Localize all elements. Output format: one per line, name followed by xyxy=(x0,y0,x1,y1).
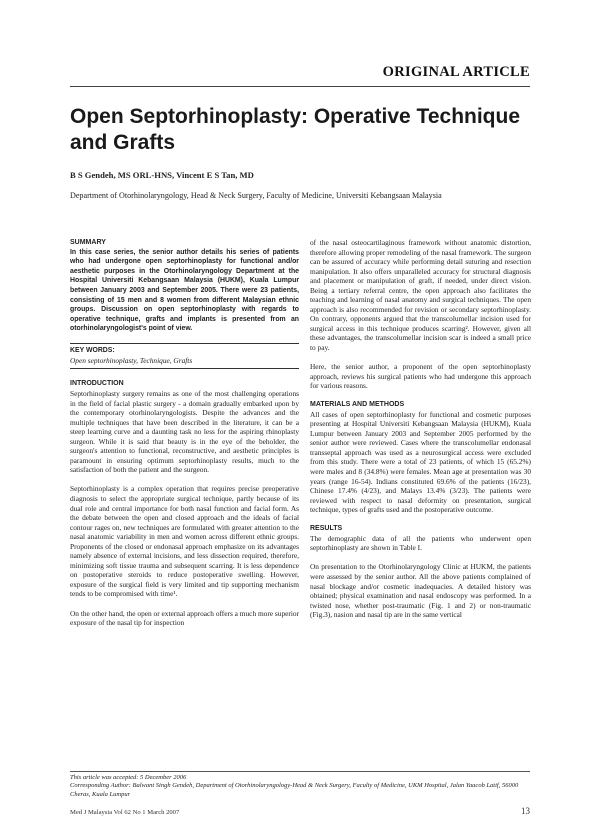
author-list: B S Gendeh, MS ORL-HNS, Vincent E S Tan, MD xyxy=(70,170,254,180)
journal-citation: Med J Malaysia Vol 62 No 1 March 2007 xyxy=(70,809,180,816)
right-paragraph-1: of the nasal osteocartilaginous framework without anatomic distortion, therefore allowing proper remodeling of the nasal framework. The surgeon can be assured of accuracy while performing detail suturing and resection manipulation. It also offers unparalleled accuracy for structural diagnosis and placement or manipulation of graft, if needed, under direct vision. Being a tertiary referral centre, the open approach also facilitates the teaching and learning of nasal anatomy and surgical techniques. The open approach is also recommended for revision or secondary septorhinoplasty. On contrary, opponents argued that the transcolumellar incision used for surgical access in this technique produces scarring². However, given all these advantages, the transcolumellar incision scar is indeed a small price to pay. xyxy=(310,238,531,353)
introduction-paragraph-2: Septorhinoplasty is a complex operation that requires precise preoperative diagnosis to select the appropriate surgical technique, partly because of its dual role and central importance for both nasal function and facial form. As the debate between the open and closed approach and the ideals of facial contour rages on, new techniques are formulated with greater attention to the nasal anatomic variability in men and women across different ethnic groups. Proponents of the closed or endonasal approach emphasize on its advantages namely absence of external incisions, and less dissection required, therefore, minimizing soft tissue trauma and subsequent scarring. It is less dependence on postoperative steroids to reduce postoperative swelling. However, exposure of the surgical field is very limited and tip supporting mechanism tends to be compromised with time¹. xyxy=(70,484,299,599)
article-title: Open Septorhinoplasty: Operative Technique and Grafts xyxy=(70,105,521,154)
results-paragraph-1: The demographic data of all the patients who underwent open septorhinoplasty are shown in Table I. xyxy=(310,533,531,553)
introduction-paragraph-3: On the other hand, the open or external approach offers a much more superior exposure of the nasal tip for inspection xyxy=(70,608,299,628)
summary-text: In this case series, the senior author details his series of patients who had undergone open septorhinoplasty for functional and/or aesthetic purposes in the Otorhinolaryngology Department at the Hospital Universiti Kebangsaan Malaysia (HUKM), Kuala Lumpur between January 2003 and September 2005. There were 23 patients, consisting of 15 men and 8 women from different Malaysian ethnic groups. Discussion on open septorhinoplasty with regards to operative technique, grafts and implants is presented from an otorhinolaryngologist's point of view. xyxy=(70,248,299,333)
methods-heading: MATERIALS AND METHODS xyxy=(310,401,405,409)
right-paragraph-2: Here, the senior author, a proponent of the open septorhinoplasty approach, reviews his surgical patients who had undergone this approach for various reasons. xyxy=(310,362,531,391)
footnotes xyxy=(70,771,530,799)
keywords-heading: KEY WORDS: xyxy=(70,347,115,355)
page-number: 13 xyxy=(521,806,530,816)
accepted-note: This article was accepted: 5 December 2006 xyxy=(70,774,187,781)
keywords-text: Open septorhinoplasty, Technique, Grafts xyxy=(70,355,193,365)
author-affiliation: Department of Otorhinolaryngology, Head & Neck Surgery, Faculty of Medicine, Universiti Kebangsaan Malaysia xyxy=(70,191,442,200)
keywords-box xyxy=(70,343,299,369)
corresponding-author-note: Corresponding Author: Balwant Singh Gendeh, Department of Otorhinolaryngology-Head & Neck Surgery, Faculty of Medicine, UKM Hospital, Jalan Yaacob Latif, 56000 Cheras, Kuala Lumpur xyxy=(70,782,519,798)
methods-text: All cases of open septorhinoplasty for functional and cosmetic purposes presenting at Hospital Universiti Kebangsaan Malaysia (HUKM), Kuala Lumpur between January 2003 and September 2005 performed by the senior author were reviewed. Cases where the transcolumellar endonasal transseptal approach was used as a neurosurgical access were excluded from this study. There were a total of 23 patients, of which 15 (65.2%) were males and 8 (34.8%) were females. Mean age at presentation was 30 years (range 16-54). Indians constituted 69.6% of the patients (16/23), Chinese 17.4% (4/23), and Malays 13.4% (3/23). The patients were reviewed with respect to nasal deformity on presentation, surgical technique, types of grafts used and the postoperative outcome. xyxy=(310,409,531,515)
introduction-heading: INTRODUCTION xyxy=(70,380,124,388)
left-column xyxy=(70,238,299,637)
header-rule xyxy=(70,86,530,87)
results-heading: RESULTS xyxy=(310,525,343,533)
introduction-paragraph-1: Septorhinoplasty surgery remains as one of the most challenging operations in the field of facial plastic surgery - a domain gradually embarked upon by the contemporary otorhinolaryngologists. Despite the advances and the multiple techniques that have been described in the literature, it can be a steep learning curve and a daunting task no less for the aspiring rhinoplasty surgeon. While it is said that beauty is in the eye of the beholder, the surgeon's attention to functional, reconstructive, and aesthetic principles is paramount in ensuring optimum septorhinoplasty results, much to the satisfaction of both the patient and the surgeon. xyxy=(70,389,299,475)
right-column xyxy=(310,238,531,629)
article-type-label: ORIGINAL ARTICLE xyxy=(382,64,530,80)
summary-heading: SUMMARY xyxy=(70,239,106,246)
results-paragraph-2: On presentation to the Otorhinolaryngology Clinic at HUKM, the patients were assessed by the senior author. All the above patients complained of nasal blockage and/or cosmetic inadequacies. A detailed history was obtained; physical examination and nasal endoscopy was performed. In a twisted nose, whether post-traumatic (Fig. 1 and 2) or non-traumatic (Fig.3), nasion and nasal tip are in the same vertical xyxy=(310,562,531,620)
